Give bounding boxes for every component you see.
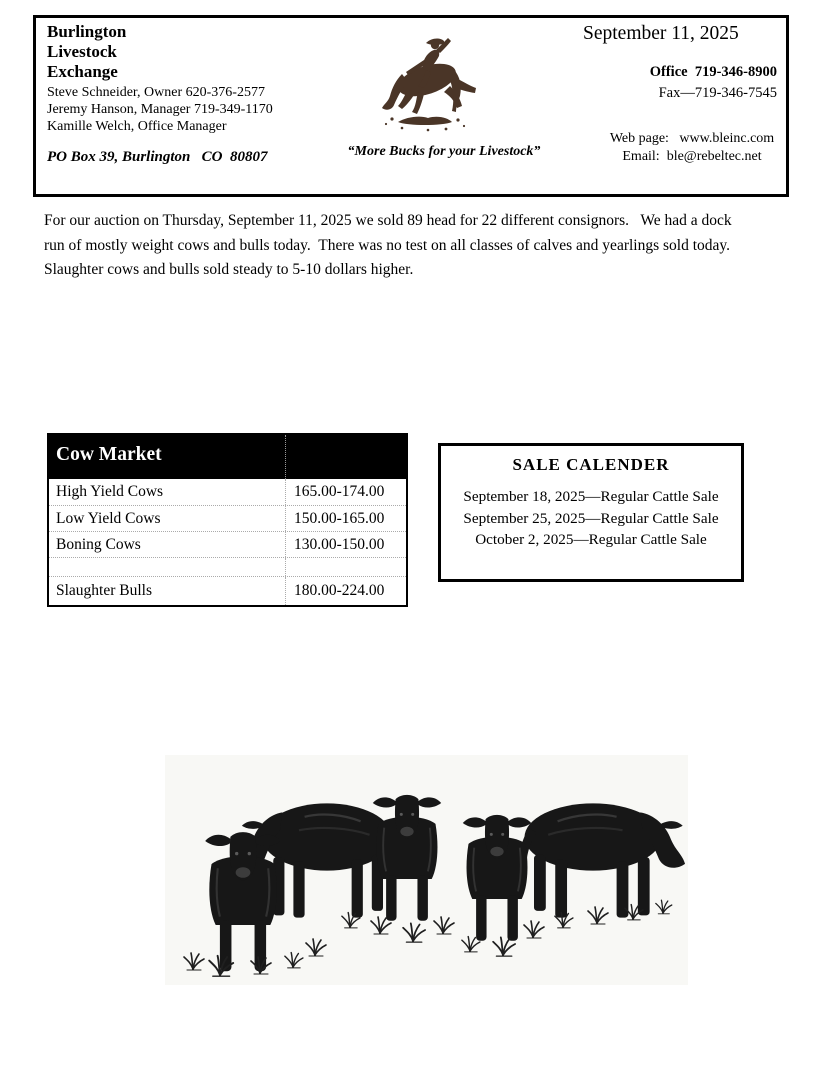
report-line: For our auction on Thursday, September 11, 2025 we sold 89 head for 22 different consignors. We had a dock xyxy=(44,212,732,229)
fax-number: Fax—719-346-7545 xyxy=(658,85,777,101)
company-motto: “More Bucks for your Livestock” xyxy=(347,144,541,159)
company-name xyxy=(47,22,126,82)
row-label: Boning Cows xyxy=(56,536,141,553)
row-value: 130.00-150.00 xyxy=(285,532,406,557)
row-label xyxy=(49,558,285,576)
table-row-empty xyxy=(49,558,406,577)
letterhead-box xyxy=(33,15,789,197)
company-name-line: Livestock xyxy=(47,42,117,61)
row-value: 180.00-224.00 xyxy=(285,577,406,605)
cow-market-title: Cow Market xyxy=(56,444,162,465)
row-value xyxy=(285,558,406,576)
phone-numbers xyxy=(650,62,777,104)
cattle-illustration-icon xyxy=(165,755,688,985)
company-name-line: Exchange xyxy=(47,62,118,81)
market-report-paragraph xyxy=(44,209,732,283)
cow-market-table xyxy=(47,433,408,607)
bucking-bronco-logo xyxy=(372,34,484,138)
po-box-address: PO Box 39, Burlington CO 80807 xyxy=(47,149,268,165)
cattle-illustration xyxy=(165,755,688,985)
report-line: Slaughter cows and bulls sold steady to 5-10 dollars higher. xyxy=(44,261,414,279)
row-label: Slaughter Bulls xyxy=(56,582,153,599)
staff-contacts xyxy=(47,84,273,135)
contact-line: Steve Schneider, Owner 620-376-2577 xyxy=(47,85,265,100)
sale-calendar-box xyxy=(438,443,744,582)
email-address: Email: ble@rebeltec.net xyxy=(622,148,762,164)
web-contacts xyxy=(572,130,812,165)
cow-market-table-header xyxy=(49,435,406,479)
row-label: Low Yield Cows xyxy=(56,510,161,527)
row-value: 150.00-165.00 xyxy=(285,506,406,531)
office-phone: Office 719-346-8900 xyxy=(649,64,777,80)
row-value: 165.00-174.00 xyxy=(285,479,406,505)
web-page-url: Web page: www.bleinc.com xyxy=(609,131,775,146)
contact-line: Jeremy Hanson, Manager 719-349-1170 xyxy=(47,102,273,117)
table-row xyxy=(49,577,406,605)
sale-calendar-entry: October 2, 2025—Regular Cattle Sale xyxy=(475,531,707,548)
sale-calendar-entries xyxy=(441,486,741,551)
row-label: High Yield Cows xyxy=(56,483,164,500)
table-row xyxy=(49,479,406,506)
table-row xyxy=(49,532,406,558)
table-row xyxy=(49,506,406,532)
report-line: run of mostly weight cows and bulls today. There was no test on all classes of calves and yearlings sold today. xyxy=(44,236,731,254)
contact-line: Kamille Welch, Office Manager xyxy=(47,119,227,134)
cow-market-header-spacer xyxy=(285,435,406,479)
sale-calendar-entry: September 25, 2025—Regular Cattle Sale xyxy=(463,509,719,527)
company-name-line: Burlington xyxy=(47,22,127,41)
sale-calendar-entry: September 18, 2025—Regular Cattle Sale xyxy=(463,488,719,505)
sale-calendar-title: SALE CALENDER xyxy=(512,455,670,474)
report-date: September 11, 2025 xyxy=(583,23,739,44)
bucking-bronco-icon xyxy=(372,34,484,138)
